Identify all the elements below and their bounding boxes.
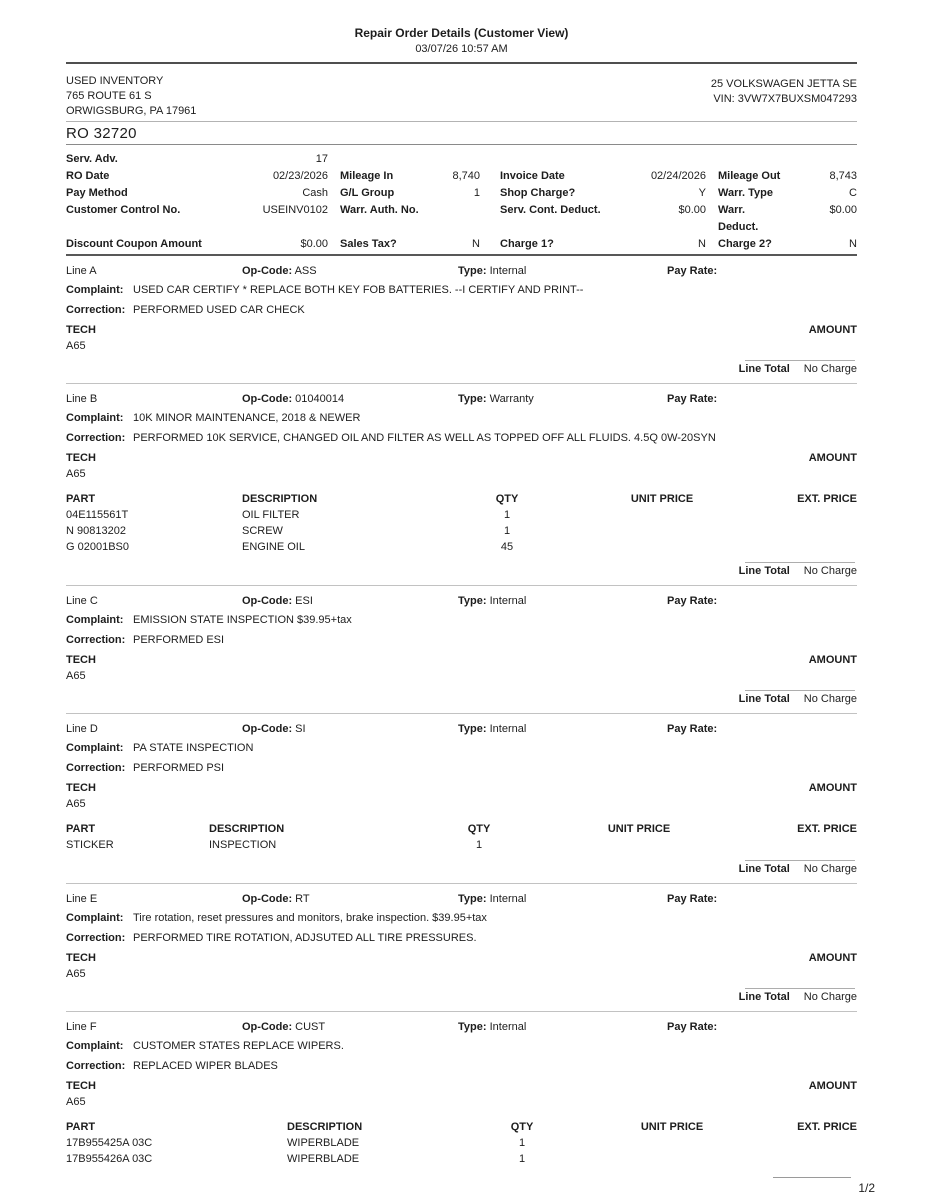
line-total-rule <box>745 562 855 563</box>
opcode-cell <box>242 893 458 906</box>
amount-label: AMOUNT <box>808 952 857 964</box>
unit-price-header: UNIT PRICE <box>607 823 671 835</box>
tech-id: A65 <box>66 968 86 980</box>
ro-number: RO 32720 <box>66 125 137 142</box>
line-total-label: Line Total <box>738 991 790 1003</box>
unit-price-header: UNIT PRICE <box>640 1121 704 1133</box>
amount-label: AMOUNT <box>808 654 857 666</box>
correction-text: PERFORMED USED CAR CHECK <box>133 304 305 316</box>
dealer-address-block <box>66 74 196 119</box>
line-id: Line A <box>66 265 97 277</box>
opcode-label: Op-Code: <box>242 393 293 405</box>
opcode-value: ESI <box>295 595 313 607</box>
type-value: Internal <box>489 595 527 607</box>
parts-row <box>66 1151 857 1167</box>
description-header: DESCRIPTION <box>287 1121 363 1133</box>
field-label: Mileage Out <box>718 170 781 182</box>
part-number-cell: 04E115561T <box>66 509 129 521</box>
dealer-vehicle-block <box>66 74 857 119</box>
correction-label: Correction: <box>66 932 126 944</box>
repair-line-section-a <box>66 256 857 376</box>
part-ext-price-cell <box>757 507 857 523</box>
part-unit-price-cell <box>567 523 757 539</box>
field-value: 8,743 <box>829 170 857 182</box>
parts-row <box>66 507 857 523</box>
type-value: Warranty <box>489 393 534 405</box>
field-value: 02/24/2026 <box>650 170 706 182</box>
line-total-rule <box>745 860 855 861</box>
line-total-value: No Charge <box>803 363 857 375</box>
description-header: DESCRIPTION <box>209 823 285 835</box>
line-header <box>66 586 857 608</box>
part-unit-price-cell <box>582 1151 762 1167</box>
type-label: Type: <box>458 723 487 735</box>
repair-line-section-e <box>66 884 857 1004</box>
type-cell <box>458 893 667 906</box>
field-label <box>706 151 782 168</box>
opcode-label: Op-Code: <box>242 595 293 607</box>
part-description-cell: SCREW <box>242 525 283 537</box>
field-value: C <box>849 187 857 199</box>
correction-label: Correction: <box>66 304 126 316</box>
parts-table <box>66 491 857 555</box>
field-label: Mileage In <box>340 170 394 182</box>
ro-details-row <box>66 202 857 236</box>
type-label: Type: <box>458 1021 487 1033</box>
tech-id: A65 <box>66 670 86 682</box>
field-label: Charge 1? <box>500 238 554 250</box>
complaint-text: USED CAR CERTIFY * REPLACE BOTH KEY FOB BATTERIES. --I CERTIFY AND PRINT-- <box>133 284 584 296</box>
correction-row <box>66 762 857 775</box>
opcode-cell <box>242 1021 458 1034</box>
field-label: Warr. Auth. No. <box>340 204 419 216</box>
field-label: Warr. Deduct. <box>718 204 759 233</box>
line-total-value: No Charge <box>803 991 857 1003</box>
type-value: Internal <box>489 893 527 905</box>
correction-text: PERFORMED TIRE ROTATION, ADJSUTED ALL TIRE PRESSURES. <box>133 932 477 944</box>
complaint-label: Complaint: <box>66 614 124 626</box>
tech-label: TECH <box>66 782 96 794</box>
correction-text: REPLACED WIPER BLADES <box>133 1060 278 1072</box>
tech-label: TECH <box>66 654 96 666</box>
correction-label: Correction: <box>66 762 126 774</box>
ro-details-row <box>66 151 857 168</box>
complaint-text: CUSTOMER STATES REPLACE WIPERS. <box>133 1040 344 1052</box>
report-title: Repair Order Details (Customer View) <box>354 26 569 40</box>
field-value: $0.00 <box>829 204 857 216</box>
field-value: USEINV0102 <box>262 204 328 216</box>
opcode-label: Op-Code: <box>242 723 293 735</box>
tech-id: A65 <box>66 468 86 480</box>
field-label: Serv. Adv. <box>66 153 118 165</box>
complaint-label: Complaint: <box>66 412 124 424</box>
pay-rate-label: Pay Rate: <box>667 393 718 405</box>
part-ext-price-cell <box>757 523 857 539</box>
part-number-cell: 17B955426A 03C <box>66 1153 153 1165</box>
correction-row <box>66 932 857 945</box>
line-header <box>66 884 857 906</box>
type-label: Type: <box>458 393 487 405</box>
line-total-rule <box>745 360 855 361</box>
part-header: PART <box>66 1121 96 1133</box>
complaint-label: Complaint: <box>66 742 124 754</box>
footer-rule <box>773 1177 851 1178</box>
report-datetime: 03/07/26 10:57 AM <box>415 43 508 55</box>
field-value: $0.00 <box>300 238 328 250</box>
part-description-cell: WIPERBLADE <box>287 1153 360 1165</box>
part-description-cell: ENGINE OIL <box>242 541 305 553</box>
ext-price-header: EXT. PRICE <box>797 1121 857 1133</box>
line-id: Line B <box>66 393 98 405</box>
line-total-rule <box>745 690 855 691</box>
field-value: N <box>472 238 480 250</box>
correction-row <box>66 1060 857 1073</box>
field-value: Cash <box>302 187 328 199</box>
pay-rate-label: Pay Rate: <box>667 723 718 735</box>
part-description-cell: INSPECTION <box>209 839 277 851</box>
field-value <box>432 151 480 168</box>
parts-table <box>66 821 857 853</box>
vehicle-vin: VIN: 3VW7X7BUXSM047293 <box>713 93 857 105</box>
type-cell <box>458 723 667 736</box>
unit-price-header: UNIT PRICE <box>630 493 694 505</box>
line-total-label: Line Total <box>738 363 790 375</box>
complaint-row <box>66 614 857 627</box>
complaint-row <box>66 412 857 425</box>
field-value: Y <box>698 187 706 199</box>
type-value: Internal <box>489 723 527 735</box>
opcode-value: ASS <box>294 265 317 277</box>
opcode-label: Op-Code: <box>242 893 293 905</box>
repair-line-section-c <box>66 586 857 706</box>
amount-label: AMOUNT <box>808 324 857 336</box>
field-label: Pay Method <box>66 187 128 199</box>
part-description-cell: OIL FILTER <box>242 509 300 521</box>
description-header: DESCRIPTION <box>242 493 318 505</box>
line-total-label: Line Total <box>738 863 790 875</box>
part-unit-price-cell <box>539 837 739 853</box>
field-value: 17 <box>315 153 328 165</box>
line-header <box>66 384 857 406</box>
correction-row <box>66 634 857 647</box>
field-value: N <box>849 238 857 250</box>
line-header <box>66 1012 857 1034</box>
line-id: Line D <box>66 723 98 735</box>
complaint-row <box>66 284 857 297</box>
qty-header: QTY <box>510 1121 534 1133</box>
opcode-cell <box>242 265 458 278</box>
part-qty-cell: 1 <box>503 525 511 537</box>
header-divider <box>66 62 857 64</box>
field-label <box>328 151 432 168</box>
opcode-value: 01040014 <box>295 393 345 405</box>
type-label: Type: <box>458 893 487 905</box>
line-total-rule <box>745 988 855 989</box>
field-label: Shop Charge? <box>500 187 576 199</box>
opcode-value: CUST <box>295 1021 326 1033</box>
amount-label: AMOUNT <box>808 782 857 794</box>
parts-row <box>66 837 857 853</box>
line-total-row <box>66 565 857 578</box>
part-qty-cell: 45 <box>500 541 514 553</box>
opcode-cell <box>242 595 458 608</box>
line-id: Line C <box>66 595 98 607</box>
part-ext-price-cell <box>739 837 857 853</box>
complaint-text: 10K MINOR MAINTENANCE, 2018 & NEWER <box>133 412 361 424</box>
tech-label: TECH <box>66 1080 96 1092</box>
complaint-text: Tire rotation, reset pressures and monitors, brake inspection. $39.95+tax <box>133 912 487 924</box>
qty-header: QTY <box>467 823 491 835</box>
type-cell <box>458 595 667 608</box>
correction-text: PERFORMED PSI <box>133 762 225 774</box>
field-label: Sales Tax? <box>340 238 397 250</box>
field-value: 8,740 <box>452 170 480 182</box>
info-divider <box>66 121 857 122</box>
amount-label: AMOUNT <box>808 452 857 464</box>
type-cell <box>458 393 667 406</box>
line-total-label: Line Total <box>738 693 790 705</box>
dealer-address-line2: ORWIGSBURG, PA 17961 <box>66 105 197 117</box>
tech-amount-row <box>66 1080 857 1093</box>
line-total-value: No Charge <box>803 565 857 577</box>
pay-rate-label: Pay Rate: <box>667 893 718 905</box>
opcode-value: SI <box>295 723 306 735</box>
field-value <box>432 202 480 236</box>
tech-id: A65 <box>66 798 86 810</box>
field-label: Serv. Cont. Deduct. <box>500 204 601 216</box>
correction-row <box>66 432 857 445</box>
correction-label: Correction: <box>66 432 126 444</box>
ro-details-row <box>66 168 857 185</box>
field-label: G/L Group <box>340 187 395 199</box>
part-number-cell: 17B955425A 03C <box>66 1137 153 1149</box>
part-qty-cell: 1 <box>518 1153 526 1165</box>
type-cell <box>458 1021 667 1034</box>
parts-row <box>66 1135 857 1151</box>
line-id: Line F <box>66 1021 97 1033</box>
line-total-row <box>66 693 857 706</box>
pay-rate-label: Pay Rate: <box>667 595 718 607</box>
field-value <box>606 151 706 168</box>
parts-header-row <box>66 491 857 507</box>
complaint-row <box>66 1040 857 1053</box>
type-cell <box>458 265 667 278</box>
part-header: PART <box>66 493 96 505</box>
ro-number-divider <box>66 144 857 145</box>
tech-amount-row <box>66 452 857 465</box>
ext-price-header: EXT. PRICE <box>797 823 857 835</box>
correction-text: PERFORMED 10K SERVICE, CHANGED OIL AND FILTER AS WELL AS TOPPED OFF ALL FLUIDS. 4.5Q 0W-20SYN <box>133 432 716 444</box>
amount-label: AMOUNT <box>808 1080 857 1092</box>
ro-details-row <box>66 236 857 253</box>
type-label: Type: <box>458 265 487 277</box>
part-ext-price-cell <box>757 539 857 555</box>
part-ext-price-cell <box>762 1135 857 1151</box>
type-value: Internal <box>489 1021 527 1033</box>
part-qty-cell: 1 <box>503 509 511 521</box>
complaint-row <box>66 912 857 925</box>
part-unit-price-cell <box>567 539 757 555</box>
field-label: Charge 2? <box>718 238 772 250</box>
complaint-label: Complaint: <box>66 284 124 296</box>
tech-label: TECH <box>66 452 96 464</box>
part-ext-price-cell <box>762 1151 857 1167</box>
parts-table <box>66 1119 857 1167</box>
parts-row <box>66 523 857 539</box>
tech-id: A65 <box>66 340 86 352</box>
tech-amount-row <box>66 324 857 337</box>
type-label: Type: <box>458 595 487 607</box>
page-number: 1/2 <box>858 1181 875 1195</box>
field-value <box>782 151 857 168</box>
complaint-text: PA STATE INSPECTION <box>133 742 254 754</box>
tech-amount-row <box>66 952 857 965</box>
field-label <box>480 151 606 168</box>
line-total-label: Line Total <box>738 565 790 577</box>
field-label: Discount Coupon Amount <box>66 238 202 250</box>
tech-amount-row <box>66 654 857 667</box>
pay-rate-label: Pay Rate: <box>667 1021 718 1033</box>
opcode-label: Op-Code: <box>242 1021 293 1033</box>
line-header <box>66 256 857 278</box>
line-total-row <box>66 363 857 376</box>
type-value: Internal <box>489 265 527 277</box>
line-id: Line E <box>66 893 98 905</box>
part-unit-price-cell <box>582 1135 762 1151</box>
vehicle-block <box>711 74 857 119</box>
complaint-label: Complaint: <box>66 912 124 924</box>
correction-text: PERFORMED ESI <box>133 634 225 646</box>
complaint-label: Complaint: <box>66 1040 124 1052</box>
field-value: N <box>698 238 706 250</box>
field-value: $0.00 <box>678 204 706 216</box>
part-header: PART <box>66 823 96 835</box>
opcode-label: Op-Code: <box>242 265 293 277</box>
field-label: Customer Control No. <box>66 204 181 216</box>
complaint-text: EMISSION STATE INSPECTION $39.95+tax <box>133 614 352 626</box>
part-number-cell: STICKER <box>66 839 114 851</box>
repair-line-section-d <box>66 714 857 876</box>
correction-label: Correction: <box>66 1060 126 1072</box>
opcode-value: RT <box>295 893 310 905</box>
line-header <box>66 714 857 736</box>
field-value: 02/23/2026 <box>272 170 328 182</box>
part-qty-cell: 1 <box>518 1137 526 1149</box>
opcode-cell <box>242 723 458 736</box>
tech-amount-row <box>66 782 857 795</box>
correction-row <box>66 304 857 317</box>
field-label: Invoice Date <box>500 170 565 182</box>
dealer-name: USED INVENTORY <box>66 75 164 87</box>
line-total-value: No Charge <box>803 863 857 875</box>
repair-line-section-f <box>66 1012 857 1167</box>
tech-id: A65 <box>66 1096 86 1108</box>
qty-header: QTY <box>495 493 519 505</box>
vehicle-description: 25 VOLKSWAGEN JETTA SE <box>710 78 857 90</box>
field-value: 1 <box>473 187 480 199</box>
part-unit-price-cell <box>567 507 757 523</box>
field-label: Warr. Type <box>718 187 774 199</box>
part-qty-cell: 1 <box>475 839 483 851</box>
tech-label: TECH <box>66 952 96 964</box>
part-number-cell: N 90813202 <box>66 525 126 537</box>
tech-label: TECH <box>66 324 96 336</box>
parts-header-row <box>66 1119 857 1135</box>
ro-details-grid <box>66 151 857 253</box>
opcode-cell <box>242 393 458 406</box>
line-total-row <box>66 863 857 876</box>
dealer-address-line1: 765 ROUTE 61 S <box>66 90 152 102</box>
field-label: RO Date <box>66 170 110 182</box>
repair-line-section-b <box>66 384 857 578</box>
line-total-row <box>66 991 857 1004</box>
correction-label: Correction: <box>66 634 126 646</box>
ro-details-row <box>66 185 857 202</box>
part-description-cell: WIPERBLADE <box>287 1137 360 1149</box>
pay-rate-label: Pay Rate: <box>667 265 718 277</box>
ext-price-header: EXT. PRICE <box>797 493 857 505</box>
parts-header-row <box>66 821 857 837</box>
part-number-cell: G 02001BS0 <box>66 541 129 553</box>
line-total-value: No Charge <box>803 693 857 705</box>
complaint-row <box>66 742 857 755</box>
parts-row <box>66 539 857 555</box>
